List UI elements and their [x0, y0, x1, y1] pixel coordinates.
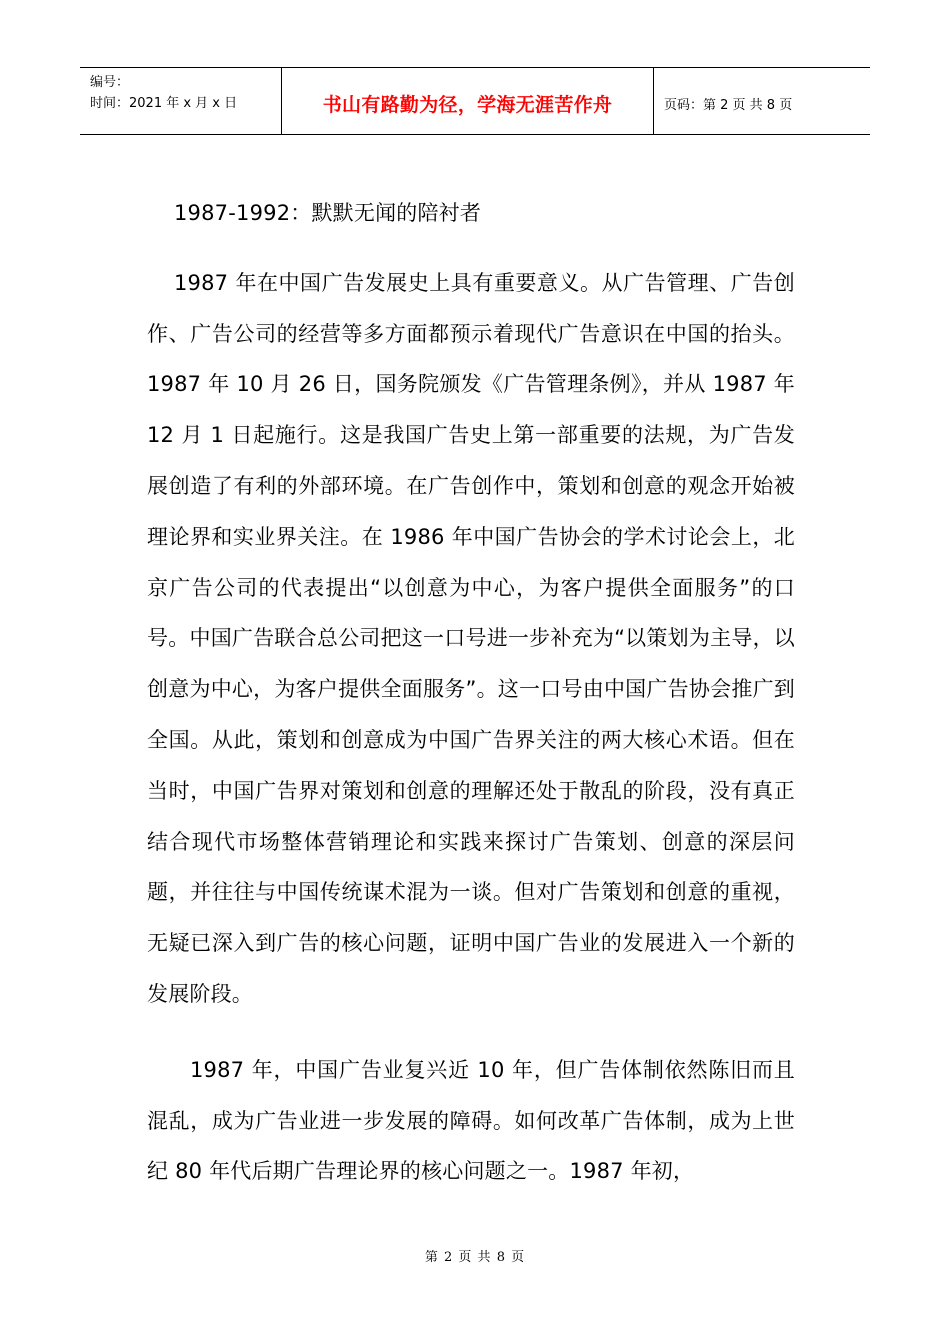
header-page-cell: [654, 68, 870, 134]
body-paragraph: 1987 年，中国广告业复兴近 10 年，但广告体制依然陈旧而且混乱，成为广告业进一步发展的障碍。如何改革广告体制，成为上世纪 80 年代后期广告理论界的核心问题之一。1987 年初，: [147, 1057, 795, 1184]
header-meta-cell: [80, 68, 282, 134]
header-motto: 书山有路勤为径，学海无涯苦作舟: [322, 93, 613, 116]
header-motto-cell: [282, 68, 654, 134]
header-page-info: 页码：第 2 页 共 8 页: [664, 97, 793, 113]
document-header: [80, 67, 870, 135]
document-date-label: 时间：2021 年 x 月 x 日: [90, 96, 238, 111]
body-paragraph: 1987 年在中国广告发展史上具有重要意义。从广告管理、广告创作、广告公司的经营等多方面都预示着现代广告意识在中国的抬头。1987 年 10 月 26 日，国务院颁发《广告管理条例》，并从 1987 年 12 月 1 日起施行。这是我国广告史上第一部重要的法规，为广告发展创造了有利的外部环境。在广告创作中，策划和创意的观念开始被理论界和实业界关注。在 1986 年中国广告协会的学术讨论会上，北京广告公司的代表提出“以创意为中心，为客户提供全面服务”的口号。中国广告联合总公司把这一口号进一步补充为“以策划为主导，以创意为中心，为客户提供全面服务”。这一口号由中国广告协会推广到全国。从此，策划和创意成为中国广告界关注的两大核心术语。但在当时，中国广告界对策划和创意的理解还处于散乱的阶段，没有真正结合现代市场整体营销理论和实践来探讨广告策划、创意的深层问题，并往往与中国传统谋术混为一谈。但对广告策划和创意的重视，无疑已深入到广告的核心问题，证明中国广告业的发展进入一个新的发展阶段。: [147, 270, 795, 1006]
page-footer: 第 2 页 共 8 页: [424, 1250, 526, 1265]
document-body: [147, 188, 795, 1197]
section-title: 1987-1992：默默无闻的陪衬者: [174, 201, 482, 225]
document-number-label: 编号：: [90, 75, 130, 90]
